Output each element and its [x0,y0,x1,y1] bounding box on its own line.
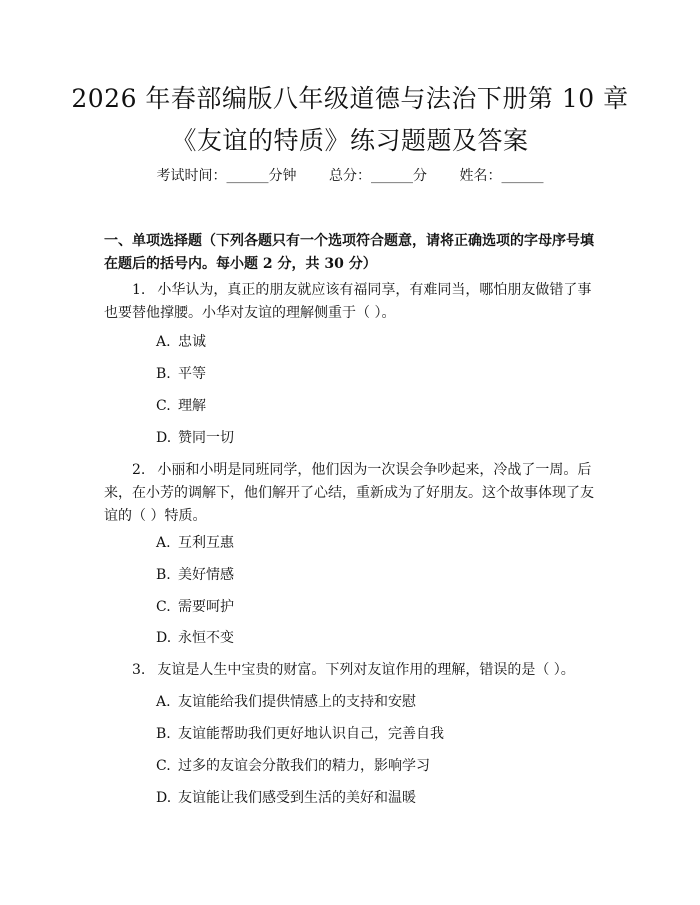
option-text: 赞同一切 [178,430,234,446]
exam-info-line [0,166,700,186]
option-letter: B. [156,567,171,583]
question-2-option-b [156,565,234,585]
option-text: 平等 [178,366,206,382]
option-text: 互利互惠 [178,535,234,551]
option-text: 永恒不变 [178,630,234,646]
document-title: 2026 年春部编版八年级道德与法治下册第 10 章《友谊的特质》练习题题及答案 [71,84,629,155]
option-letter: D. [156,790,172,806]
option-letter: A. [156,535,171,551]
option-letter: B. [156,366,171,382]
question-3-stem [104,659,601,682]
question-2-number: 2. [132,462,146,478]
question-1-stem [104,279,601,325]
question-3-number: 3. [132,662,146,678]
question-3-text: 友谊是人生中宝贵的财富。下列对友谊作用的理解，错误的是（ ）。 [157,662,575,678]
option-letter: C. [156,758,171,774]
question-1-option-a [156,332,206,352]
question-1-text: 小华认为，真正的朋友就应该有福同享，有难同当，哪怕朋友做错了事也要替他撑腰。小华对友谊的理解侧重于（ ）。 [104,282,592,321]
student-name-field: 姓名：______ [459,168,544,184]
option-text: 理解 [178,398,206,414]
question-2-option-a [156,533,234,553]
question-1-number: 1. [132,282,146,298]
option-text: 友谊能帮助我们更好地认识自己，完善自我 [178,726,444,742]
question-2-option-d [156,628,234,648]
option-text: 过多的友谊会分散我们的精力，影响学习 [178,758,430,774]
question-2-stem [104,459,601,528]
question-3-option-a [156,692,416,712]
option-letter: A. [156,334,171,350]
option-text: 友谊能给我们提供情感上的支持和安慰 [178,694,416,710]
option-letter: D. [156,430,172,446]
option-letter: C. [156,398,171,414]
question-1-option-b [156,364,206,384]
exam-score-field: 总分：______分 [329,168,427,184]
option-text: 忠诚 [178,334,206,350]
option-letter: B. [156,726,171,742]
option-letter: D. [156,630,172,646]
question-3-option-c [156,756,430,776]
option-letter: C. [156,599,171,615]
exam-time-field: 考试时间：______分钟 [156,168,297,184]
question-1-option-c [156,396,206,416]
section-heading: 一、单项选择题（下列各题只有一个选项符合题意，请将正确选项的字母序号填在题后的括号内。每小题 2 分，共 30 分） [104,233,594,272]
question-2-option-c [156,597,234,617]
option-text: 美好情感 [178,567,234,583]
question-3-option-b [156,724,444,744]
question-1-option-d [156,428,234,448]
question-2-text: 小丽和小明是同班同学，他们因为一次误会争吵起来，冷战了一周。后来，在小芳的调解下，他们解开了心结，重新成为了好朋友。这个故事体现了友谊的（ ）特质。 [104,462,594,524]
option-letter: A. [156,694,171,710]
question-3-option-d [156,788,416,808]
option-text: 友谊能让我们感受到生活的美好和温暖 [178,790,416,806]
option-text: 需要呵护 [178,599,234,615]
